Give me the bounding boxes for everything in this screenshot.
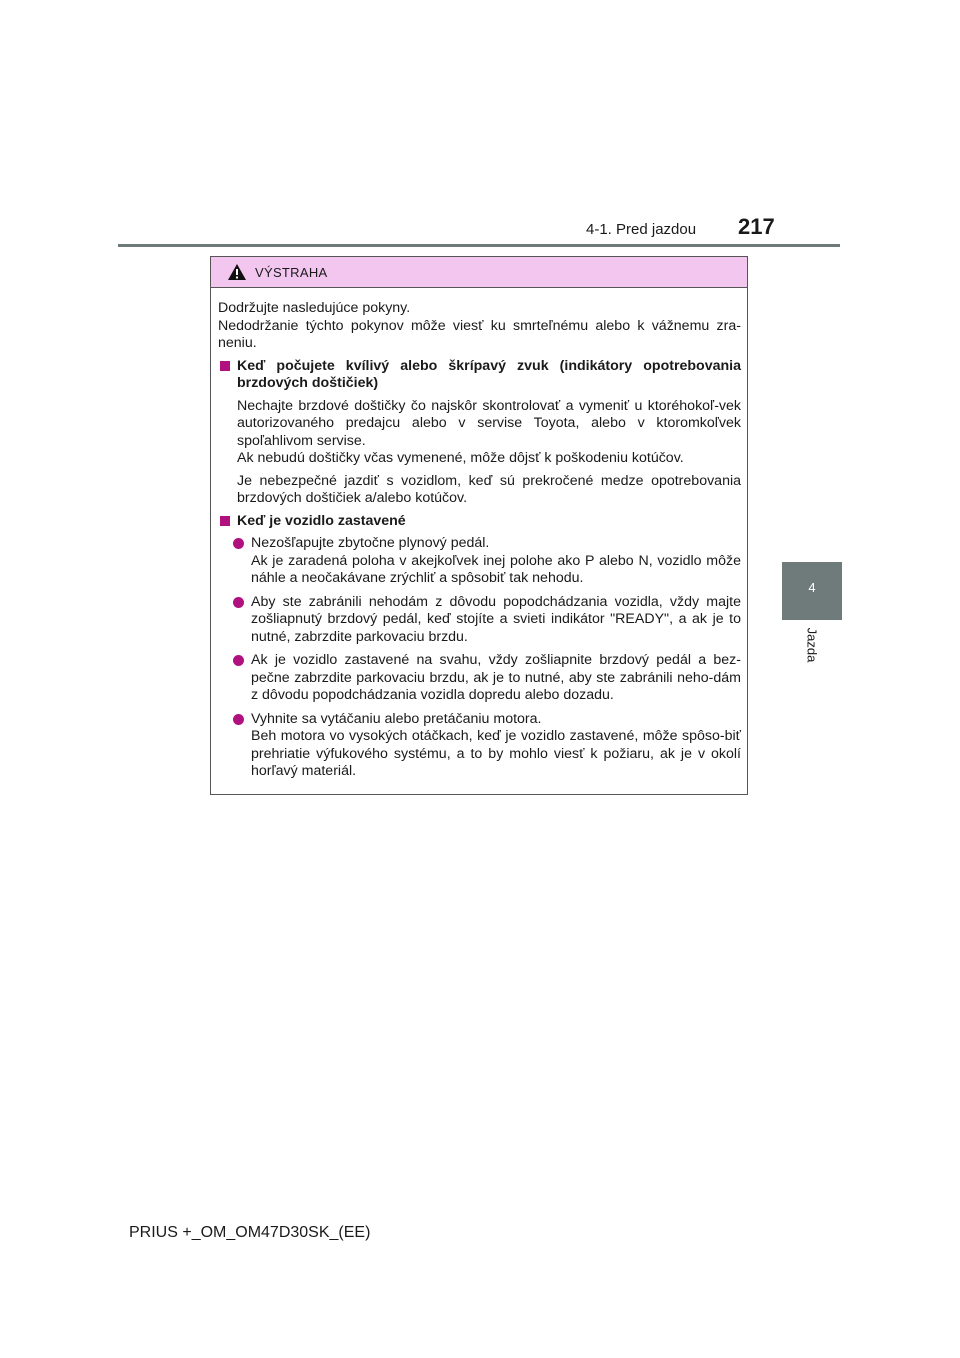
bullet-lead: Vyhnite sa vytáčaniu alebo pretáčaniu motora. xyxy=(251,710,542,727)
subheading-vehicle-stopped xyxy=(218,513,741,531)
bullet-item xyxy=(218,711,741,781)
chapter-number: 4 xyxy=(808,580,816,595)
subheading-text: Keď je vozidlo zastavené xyxy=(237,512,406,529)
warning-body xyxy=(211,288,747,781)
square-bullet-icon xyxy=(220,516,230,526)
bullet-item xyxy=(218,594,741,647)
bullet-text: Ak je zaradená poloha v akejkoľvek inej polohe ako P alebo N, vozidlo môže náhle a neočakávane zrýchliť a spôsobiť tak nehodu. xyxy=(251,552,741,586)
warning-box xyxy=(210,256,748,795)
warning-header xyxy=(211,257,747,288)
circle-bullet-icon xyxy=(233,714,244,725)
bullet-text: Ak je vozidlo zastavené na svahu, vždy zošliapnite brzdový pedál a bez-pečne zabrzdite parkovaciu brzdu, ak je to nutné, aby ste zabránili neho-dám z dôvodu popodchádzania vozidla dopredu alebo dozadu. xyxy=(251,652,741,703)
subheading-brake-pads xyxy=(218,358,741,393)
warning-intro xyxy=(218,300,741,353)
circle-bullet-icon xyxy=(233,655,244,666)
square-bullet-icon xyxy=(220,361,230,371)
bullet-item xyxy=(218,652,741,705)
bullet-lead: Nezošľapujte zbytočne plynový pedál. xyxy=(251,535,490,551)
chapter-tab xyxy=(782,562,842,620)
header-section-title: 4-1. Pred jazdou xyxy=(586,221,697,238)
paragraph-line: Ak nebudú doštičky včas vymenené, môže dôjsť k poškodeniu kotúčov. xyxy=(237,450,684,466)
circle-bullet-icon xyxy=(233,597,244,608)
warning-triangle-icon xyxy=(227,263,247,281)
bullet-text: Aby ste zabránili nehodám z dôvodu popodchádzania vozidla, vždy majte zošliapnutý brzdový pedál, keď stojíte a svieti indikátor "READY", a ak je to nutné, zabrzdite parkovaciu brzdu. xyxy=(251,593,741,645)
chapter-label-area xyxy=(782,625,842,665)
paragraph-line: Nechajte brzdové doštičky čo najskôr skontrolovať a vymeniť u ktoréhokoľ-vek autorizovaného predajcu alebo v servise Toyota, alebo v ktoromkoľvek spoľahlivom servise. xyxy=(237,397,741,449)
brake-pads-paragraph-2: Je nebezpečné jazdiť s vozidlom, keď sú prekročené medze opotrebovania brzdových doštičiek a/alebo kotúčov. xyxy=(237,472,741,506)
subheading-text: Keď počujete kvílivý alebo škrípavý zvuk (indikátory opotrebovania brzdových doštičiek) xyxy=(237,357,741,391)
chapter-label: Jazda xyxy=(804,627,820,663)
bullet-text: Beh motora vo vysokých otáčkach, keď je vozidlo zastavené, môže spôso-biť prehriatie výfukového systému, a to by mohlo viesť k požiaru, ak je v okolí horľavý materiál. xyxy=(251,728,741,779)
bullet-item xyxy=(218,535,741,588)
page-number: 217 xyxy=(738,214,775,239)
circle-bullet-icon xyxy=(233,538,244,549)
header-divider xyxy=(118,244,840,247)
footer-doc-code: PRIUS +_OM_OM47D30SK_(EE) xyxy=(129,1224,371,1241)
brake-pads-paragraph xyxy=(218,398,741,468)
intro-line: Nedodržanie týchto pokynov môže viesť ku smrteľnému alebo k vážnemu zra-neniu. xyxy=(218,317,741,351)
warning-title: VÝSTRAHA xyxy=(255,264,328,280)
intro-line: Dodržujte nasledujúce pokyny. xyxy=(218,300,411,316)
